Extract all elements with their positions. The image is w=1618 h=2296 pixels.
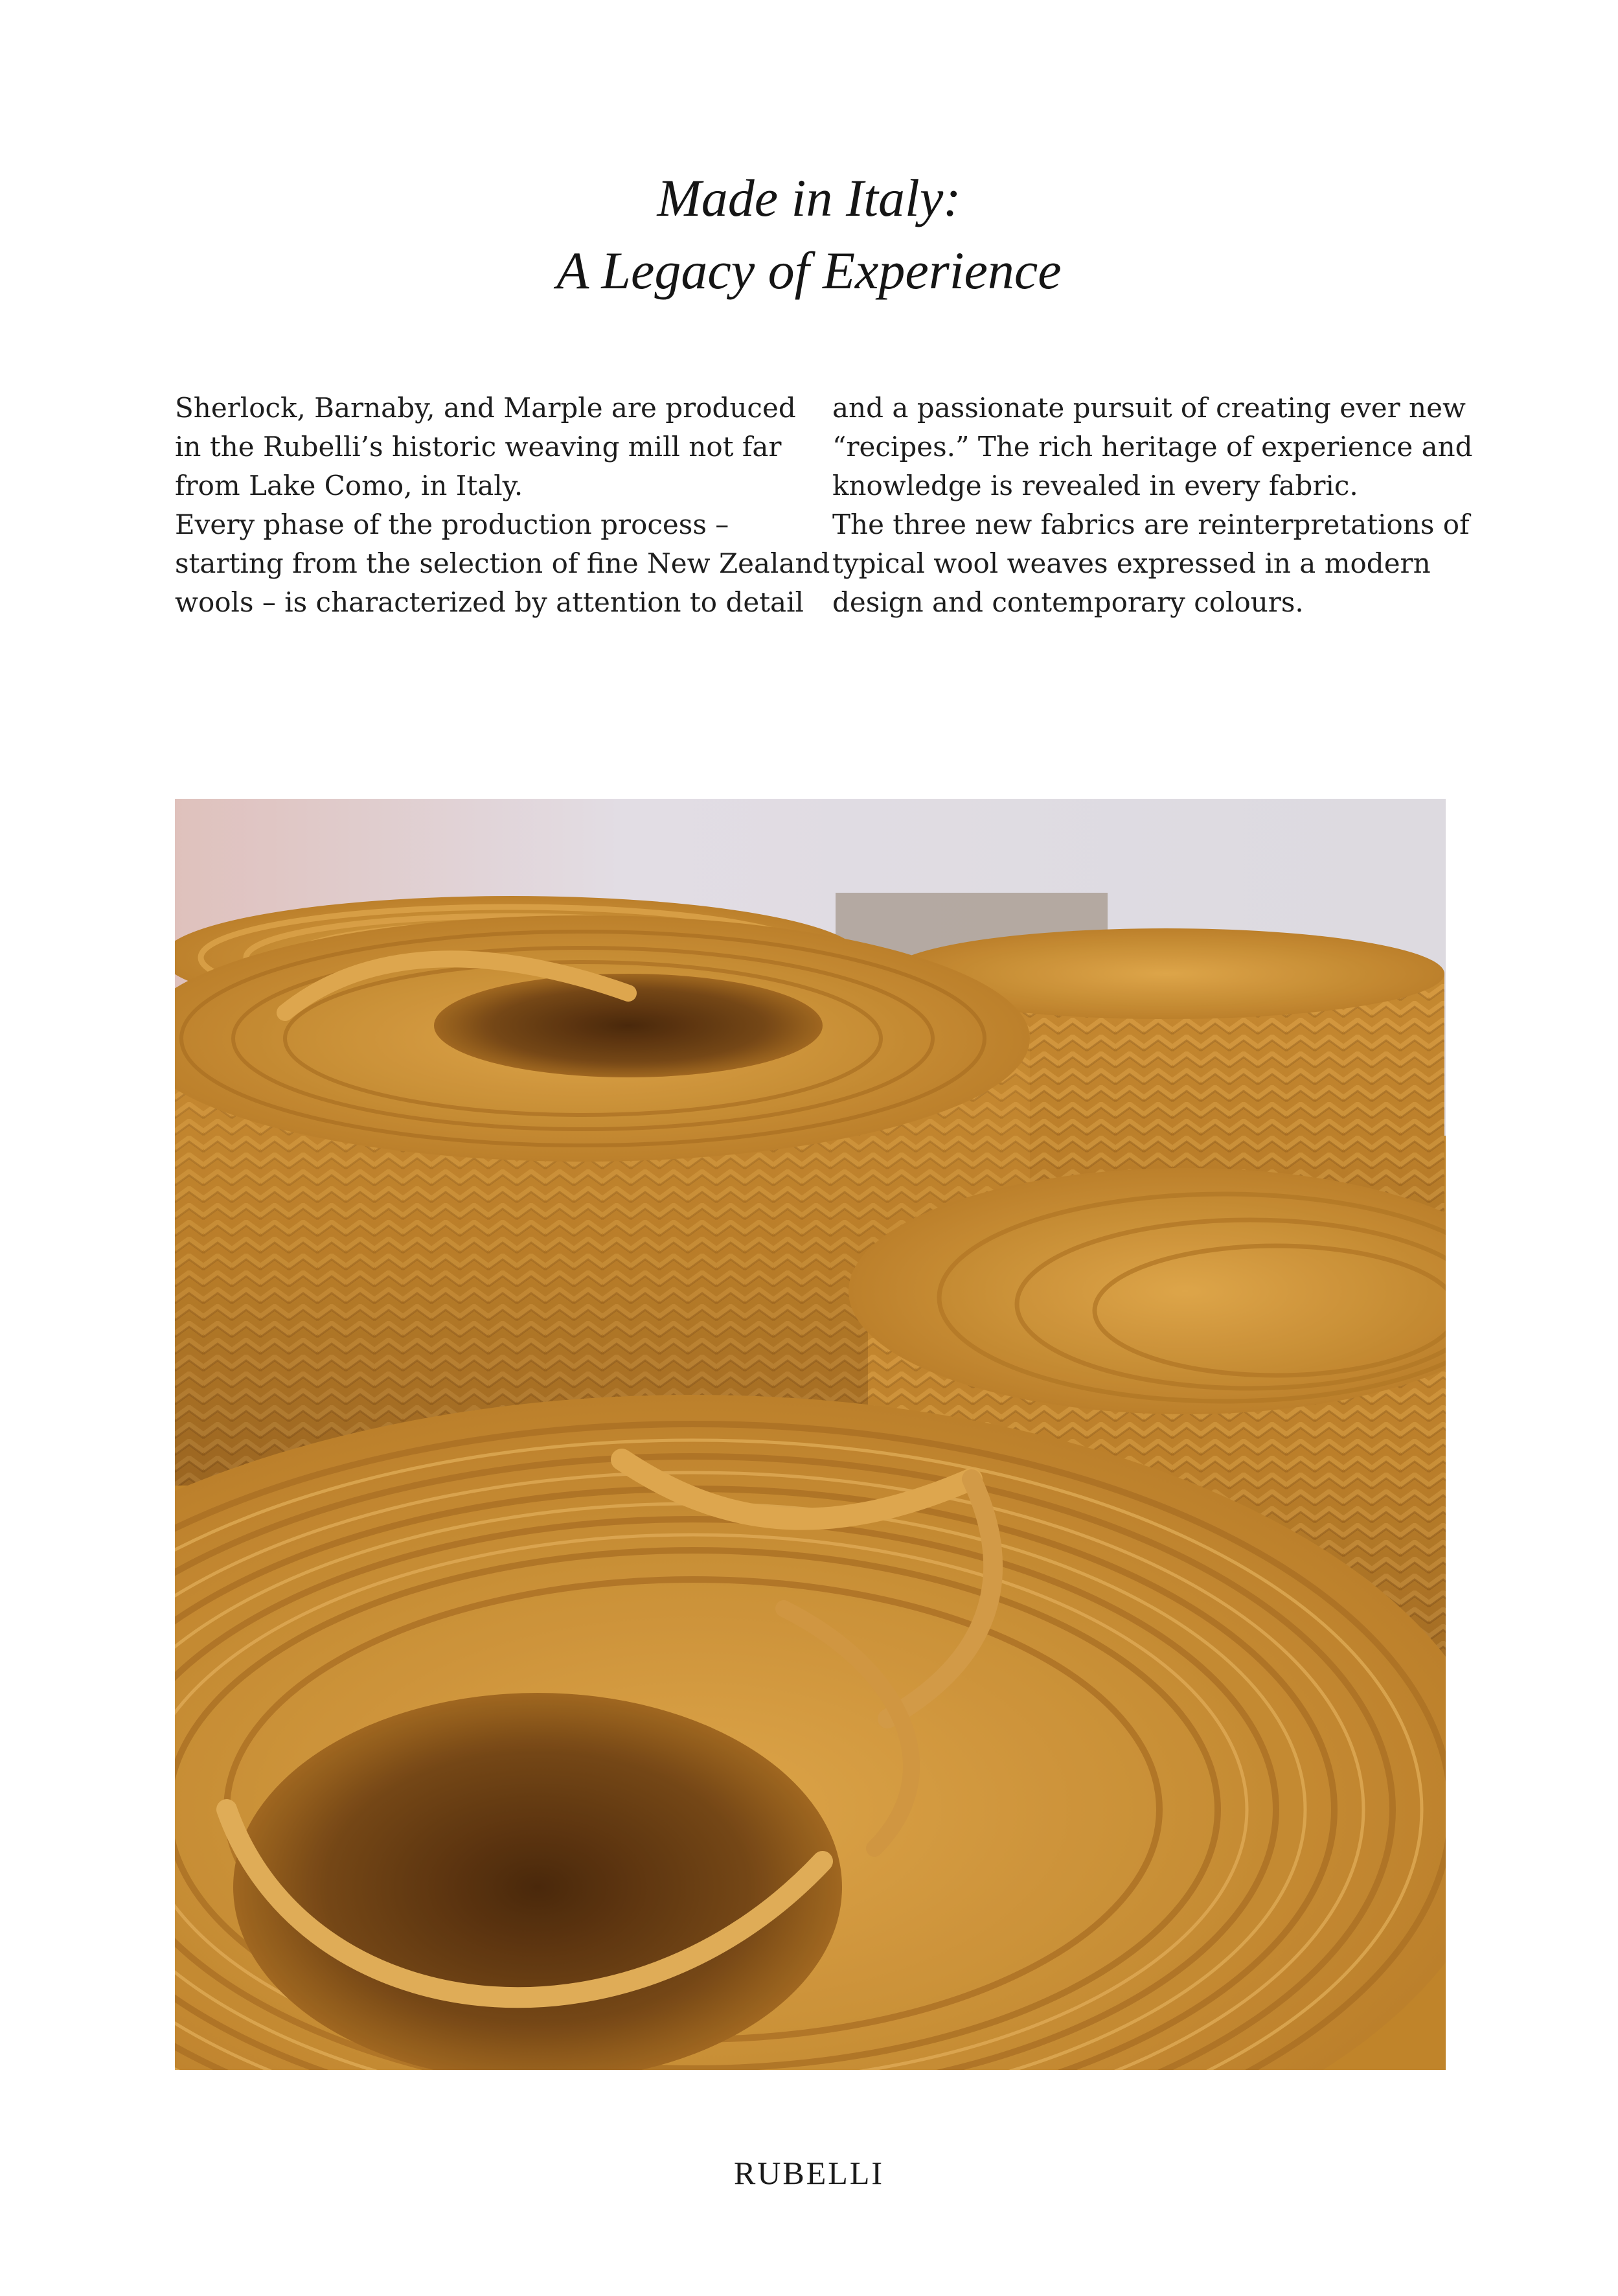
title-line-2: A Legacy of Experience [556,241,1062,300]
body-line: in the Rubelli’s historic weaving mill not far [175,431,782,463]
body-line: from Lake Como, in Italy. [175,470,523,501]
body-line: and a passionate pursuit of creating ever new [832,392,1466,424]
body-line: “recipes.” The rich heritage of experience and [832,431,1473,463]
wool-coils-photo [175,799,1446,2070]
body-line: typical wool weaves expressed in a modern [832,547,1431,579]
body-line: design and contemporary colours. [832,586,1304,618]
body-line: The three new fabrics are reinterpretations of [832,509,1470,540]
page-title [0,162,1618,307]
body-line: starting from the selection of fine New Zealand [175,547,830,579]
title-line-1: Made in Italy: [657,168,961,227]
body-column-right [832,389,1480,622]
body-line: wools – is characterized by attention to detail [175,586,804,618]
body-line: Every phase of the production process – [175,509,729,540]
wool-coils-illustration [175,799,1446,2070]
body-line: Sherlock, Barnaby, and Marple are produced [175,392,796,424]
brand-logo: RUBELLI [733,2155,885,2191]
body-column-left [175,389,830,622]
body-line: knowledge is revealed in every fabric. [832,470,1358,501]
